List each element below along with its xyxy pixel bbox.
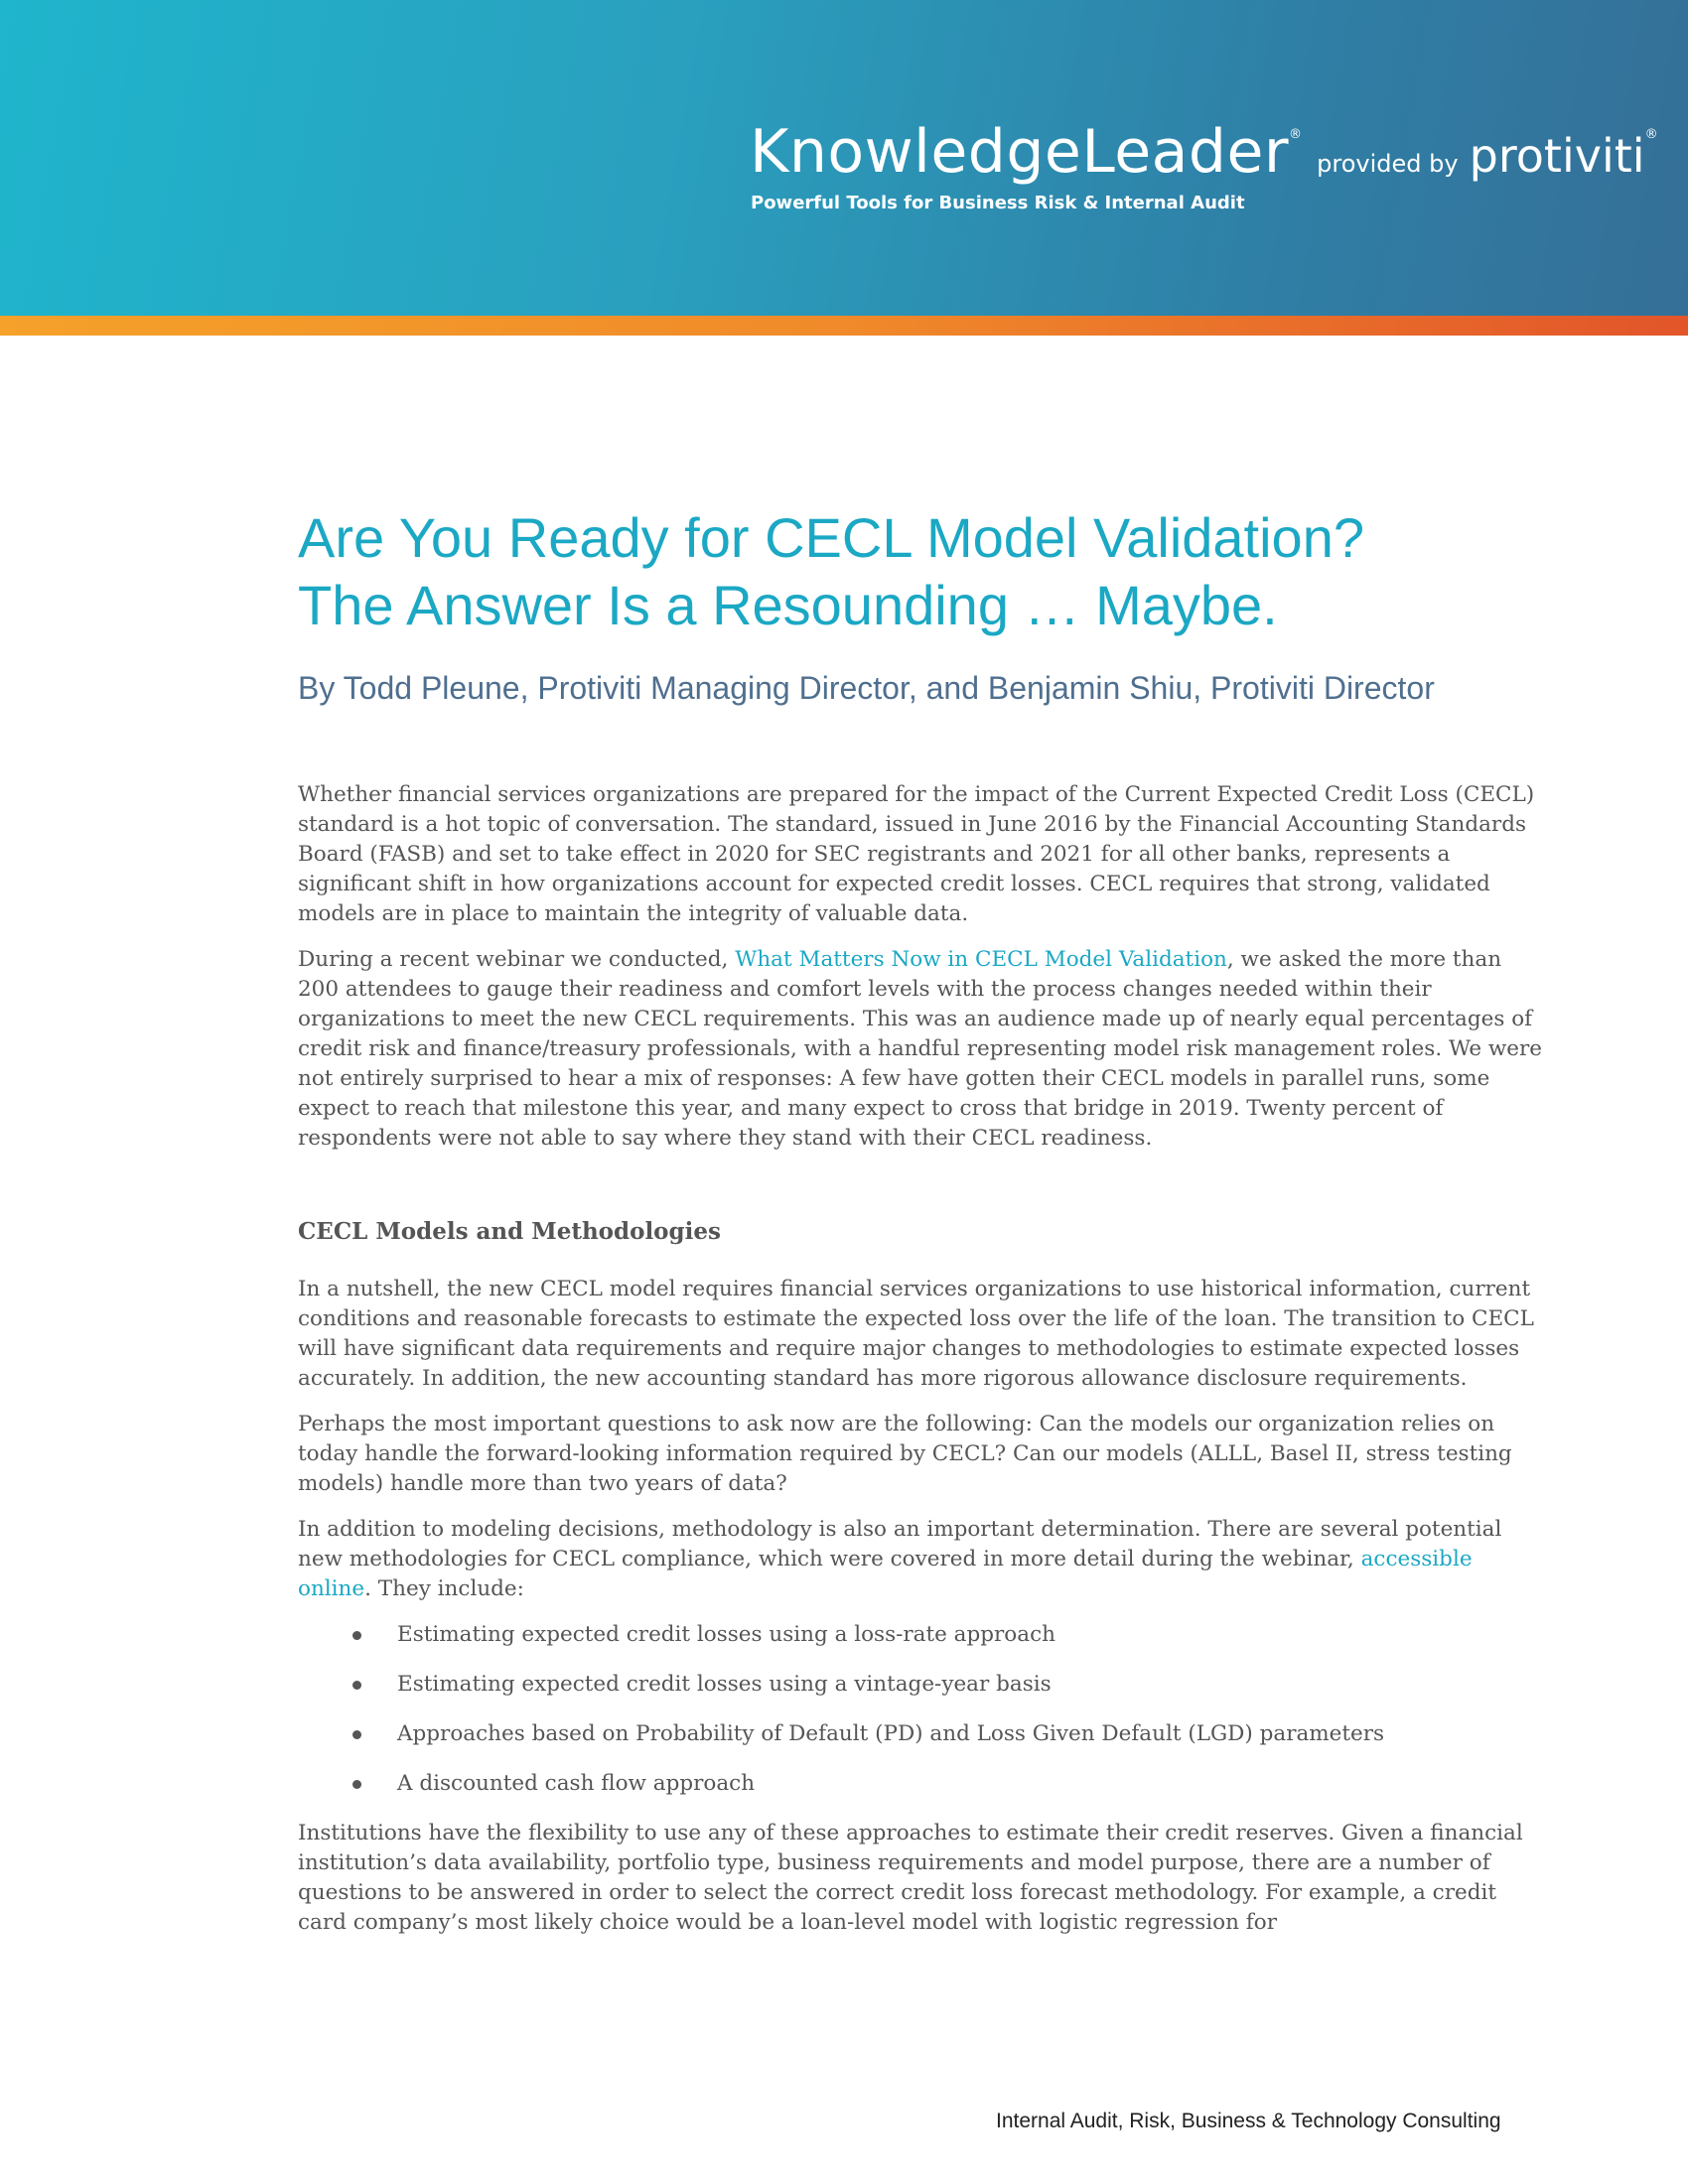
list-item: Approaches based on Probability of Default (PD) and Loss Given Default (LGD) parameters <box>298 1719 1544 1749</box>
title-line-1: Are You Ready for CECL Model Validation? <box>298 506 1364 569</box>
accessible-online-link[interactable]: accessible online <box>298 1547 1473 1601</box>
methodology-list <box>298 1620 1544 1799</box>
paragraph-nutshell: In a nutshell, the new CECL model requires financial services organizations to use historical information, current conditions and reasonable forecasts to estimate the expected loss over the life of the loan. The transition to CECL will have significant data requirements and require major changes to methodologies to estimate expected losses accurately. In addition, the new accounting standard has more rigorous allowance disclosure requirements. <box>298 1277 1534 1391</box>
paragraph-webinar-text-end: , we asked the more than 200 attendees to gauge their readiness and comfort levels with the process changes needed within their organizations to meet the new CECL requirements. This was an audience made up of nearly equal percentages of credit risk and finance/treasury professionals, with a handful representing model risk management roles. We were not entirely surprised to hear a mix of responses: A few have gotten their CECL models in parallel runs, some expect to reach that milestone this year, and many expect to cross that bridge in 2019. Twenty percent of respondents were not able to say where they stand with their CECL readiness. <box>298 947 1543 1151</box>
list-item: A discounted cash flow approach <box>298 1769 1544 1799</box>
section-heading: CECL Models and Methodologies <box>298 1218 721 1245</box>
paragraph-webinar <box>298 945 1544 1154</box>
company-name: protiviti <box>1469 129 1645 183</box>
registered-mark: ® <box>1289 127 1303 142</box>
page-footer: Internal Audit, Risk, Business & Technology Consulting <box>996 2110 1501 2132</box>
provided-by-label: provided by <box>1317 150 1459 178</box>
brand-name: KnowledgeLeader <box>750 117 1290 187</box>
paragraph-webinar-text-start: During a recent webinar we conducted, <box>298 947 736 972</box>
article <box>298 504 1544 1954</box>
article-byline: By Todd Pleune, Protiviti Managing Director, and Benjamin Shiu, Protiviti Director <box>298 670 1435 706</box>
title-line-2: The Answer Is a Resounding … Maybe. <box>298 574 1278 636</box>
paragraph-methodology <box>298 1515 1544 1604</box>
brand-logo <box>750 117 1658 187</box>
list-item: Estimating expected credit losses using a vintage-year basis <box>298 1670 1544 1700</box>
paragraph-intro: Whether financial services organizations are prepared for the impact of the Current Expected Credit Loss (CECL) standard is a hot topic of conversation. The standard, issued in June 2016 by the Financial Accounting Standards Board (FASB) and set to take effect in 2020 for SEC registrants and 2021 for all other banks, represents a significant shift in how organizations account for expected credit losses. CECL requires that strong, validated models are in place to maintain the integrity of valuable data. <box>298 782 1535 926</box>
paragraph-questions: Perhaps the most important questions to ask now are the following: Can the models our organization relies on today handle the forward-looking information required by CECL? Can our models (ALLL, Basel II, stress testing models) handle more than two years of data? <box>298 1412 1512 1496</box>
company-registered-mark: ® <box>1644 127 1658 142</box>
paragraph-flexibility: Institutions have the flexibility to use any of these approaches to estimate their credit reserves. Given a financial institution’s data availability, portfolio type, business requirements and model purpose, there are a number of questions to be answered in order to select the correct credit loss forecast methodology. For example, a credit card company’s most likely choice would be a loan-level model with logistic regression for <box>298 1821 1523 1935</box>
header-accent-rule <box>0 316 1688 336</box>
webinar-link[interactable]: What Matters Now in CECL Model Validation <box>735 947 1227 972</box>
paragraph-methodology-text-start: In addition to modeling decisions, methodology is also an important determination. There are several potential new methodologies for CECL compliance, which were covered in more detail during the webinar, <box>298 1517 1502 1571</box>
article-body <box>298 780 1544 1938</box>
article-title <box>298 504 1544 639</box>
brand-tagline: Powerful Tools for Business Risk & Internal Audit <box>751 193 1245 213</box>
paragraph-methodology-text-end: . They include: <box>364 1576 524 1601</box>
list-item: Estimating expected credit losses using a loss-rate approach <box>298 1620 1544 1650</box>
